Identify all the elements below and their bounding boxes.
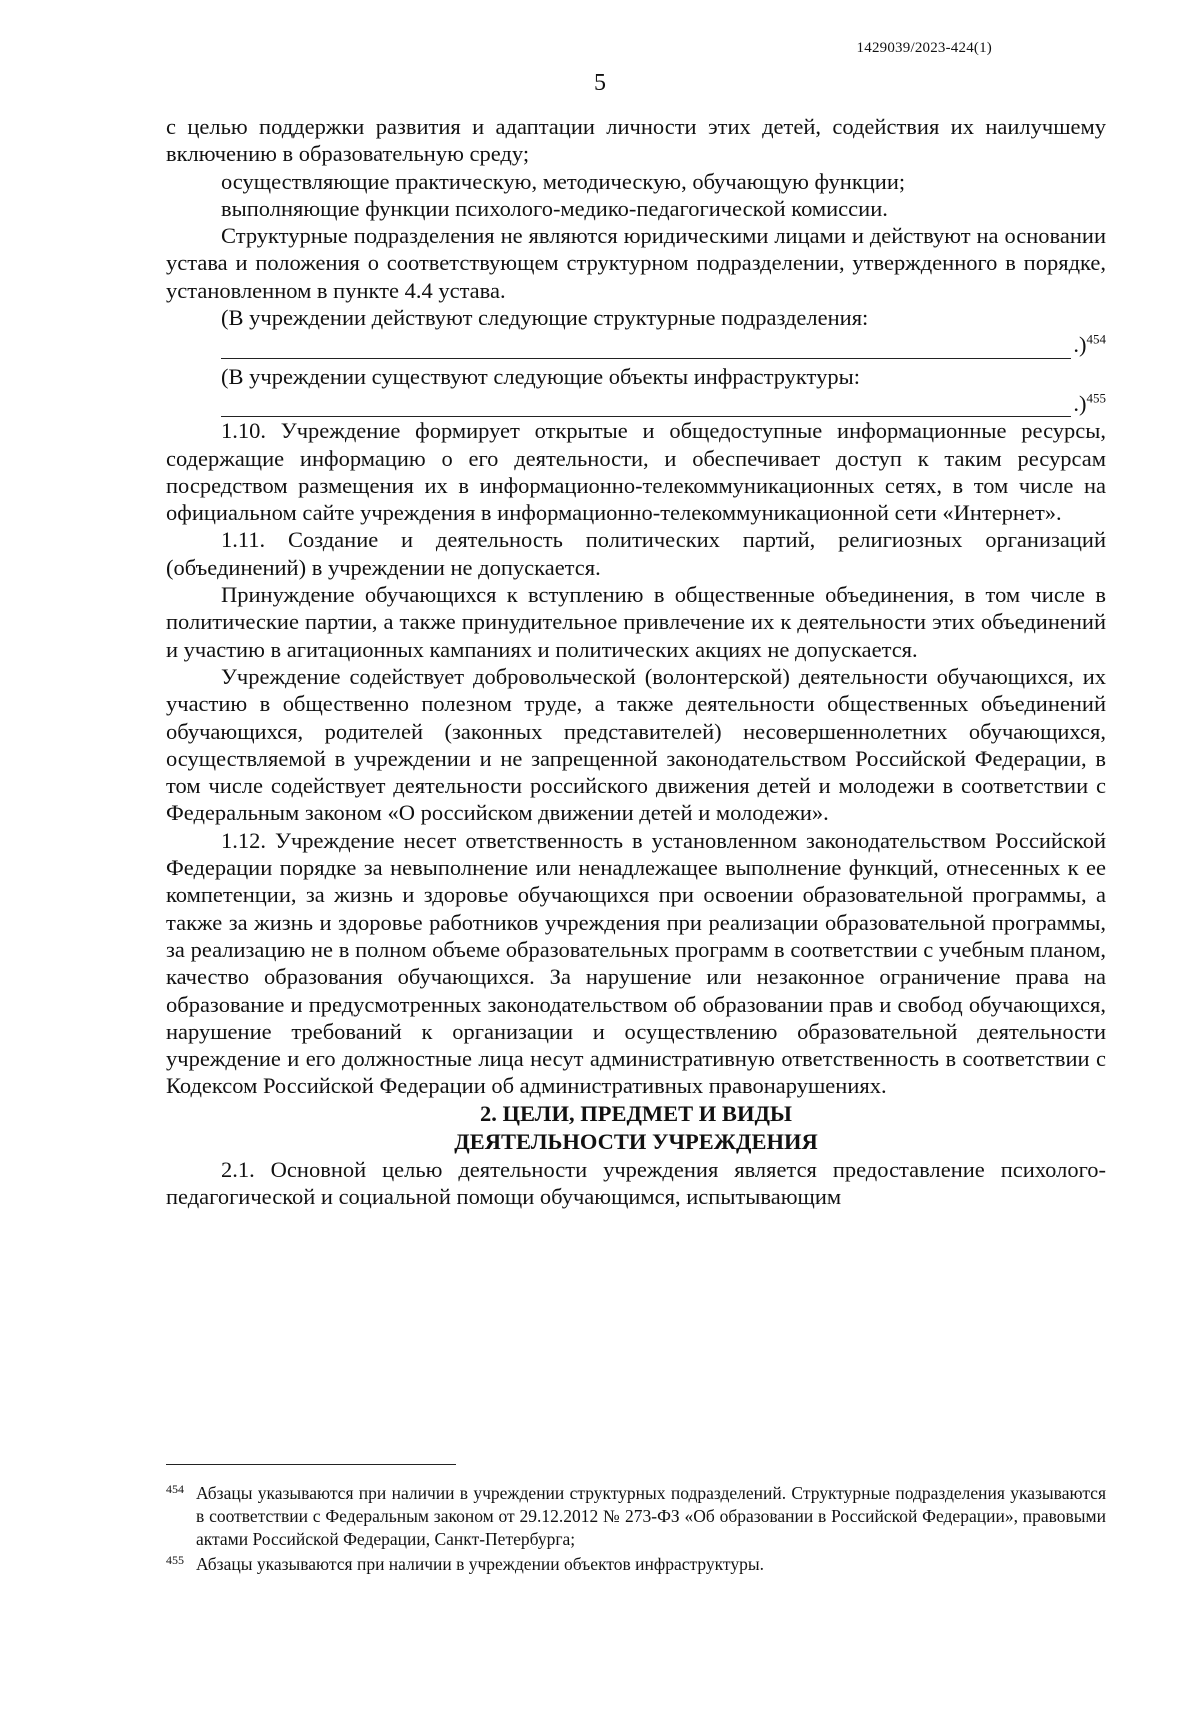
paragraph: выполняющие функции психолого-медико-педагогической комиссии.: [221, 195, 888, 221]
footnote-454: [166, 1482, 1106, 1551]
footnote-separator: [166, 1464, 456, 1465]
footnote-text: Абзацы указываются при наличии в учреждении объектов инфраструктуры.: [196, 1554, 764, 1574]
section-heading: [166, 1100, 1106, 1156]
section-heading-line: ДЕЯТЕЛЬНОСТИ УЧРЕЖДЕНИЯ: [454, 1128, 818, 1154]
document-number: 1429039/2023-424(1): [856, 40, 992, 56]
paragraph: 1.10. Учреждение формирует открытые и общедоступные информационные ресурсы, содержащие информацию о его деятельности, и обеспечивает доступ к таким ресурсам посредством размещения их в информационно-телекоммуникационных сетях, в том числе на официальном сайте учреждения в информационно-телекоммуникационной сети «Интернет».: [166, 418, 1106, 526]
footnote-mark: 454: [166, 1482, 184, 1496]
paragraph: Учреждение содействует добровольческой (волонтерской) деятельности обучающихся, их участию в общественно полезном труде, а также деятельности общественных объединений обучающихся, родителей (законных представителей) несовершеннолетних обучающихся, осуществляемой в учреждении и не запрещенной законодательством Российской Федерации, в том числе содействует деятельности российского движения детей и молодежи в соответствии с Федеральным законом «О российском движении детей и молодежи».: [166, 663, 1106, 826]
paragraph: (В учреждении существуют следующие объекты инфраструктуры:: [221, 363, 860, 389]
footnotes: [166, 1482, 1106, 1578]
fill-in-blank-infrastructure: [221, 390, 1106, 417]
closing-mark: .): [1073, 332, 1087, 358]
footnote-ref-454: 454: [1086, 331, 1106, 347]
paragraph: 2.1. Основной целью деятельности учреждения является предоставление психолого-педагогической и социальной помощи обучающимся, испытывающим: [166, 1156, 1106, 1209]
footnote-455: [166, 1553, 1106, 1576]
footnote-mark: 455: [166, 1553, 184, 1567]
paragraph: осуществляющие практическую, методическую, обучающую функции;: [221, 168, 906, 194]
blank-rule: [221, 338, 1071, 359]
document-body: [166, 113, 1106, 1210]
paragraph: с целью поддержки развития и адаптации личности этих детей, содействия их наилучшему включению в образовательную среду;: [166, 114, 1106, 167]
fill-in-blank-structural-units: [221, 331, 1106, 358]
footnote-ref-455: 455: [1086, 390, 1106, 406]
footnote-text: Абзацы указываются при наличии в учреждении структурных подразделений. Структурные подразделения указываются в соответствии с Федеральным законом от 29.12.2012 № 273-ФЗ «Об образовании в Российской Федерации», правовыми актами Российской Федерации, Санкт-Петербурга;: [196, 1483, 1106, 1549]
page-number: 5: [594, 70, 606, 96]
paragraph: 1.11. Создание и деятельность политических партий, религиозных организаций (объединений) в учреждении не допускается.: [166, 527, 1106, 580]
paragraph: 1.12. Учреждение несет ответственность в установленном законодательством Российской Федерации порядке за невыполнение или ненадлежащее выполнение функций, отнесенных к ее компетенции, за жизнь и здоровье обучающихся при освоении образовательной программы, а также за жизнь и здоровье работников учреждения при реализации образовательной программы, за реализацию не в полном объеме образовательных программ в соответствии с учебным планом, качество образования обучающихся. За нарушение или незаконное ограничение права на образование и предусмотренных законодательством об образовании прав и свобод обучающихся, нарушение требований к организации и осуществлению образовательной деятельности учреждение и его должностные лица несут административную ответственность в соответствии с Кодексом Российской Федерации об административных правонарушениях.: [166, 827, 1106, 1099]
blank-rule: [221, 396, 1071, 417]
paragraph: Принуждение обучающихся к вступлению в общественные объединения, в том числе в политические партии, а также принудительное привлечение их к деятельности этих объединений и участию в агитационных кампаниях и политических акциях не допускается.: [166, 582, 1106, 662]
paragraph: Структурные подразделения не являются юридическими лицами и действуют на основании устава и положения о соответствующем структурном подразделении, утвержденного в порядке, установленном в пункте 4.4 устава.: [166, 223, 1106, 303]
paragraph: (В учреждении действуют следующие структурные подразделения:: [221, 305, 869, 331]
section-heading-line: 2. ЦЕЛИ, ПРЕДМЕТ И ВИДЫ: [479, 1100, 793, 1126]
closing-mark: .): [1073, 390, 1087, 416]
